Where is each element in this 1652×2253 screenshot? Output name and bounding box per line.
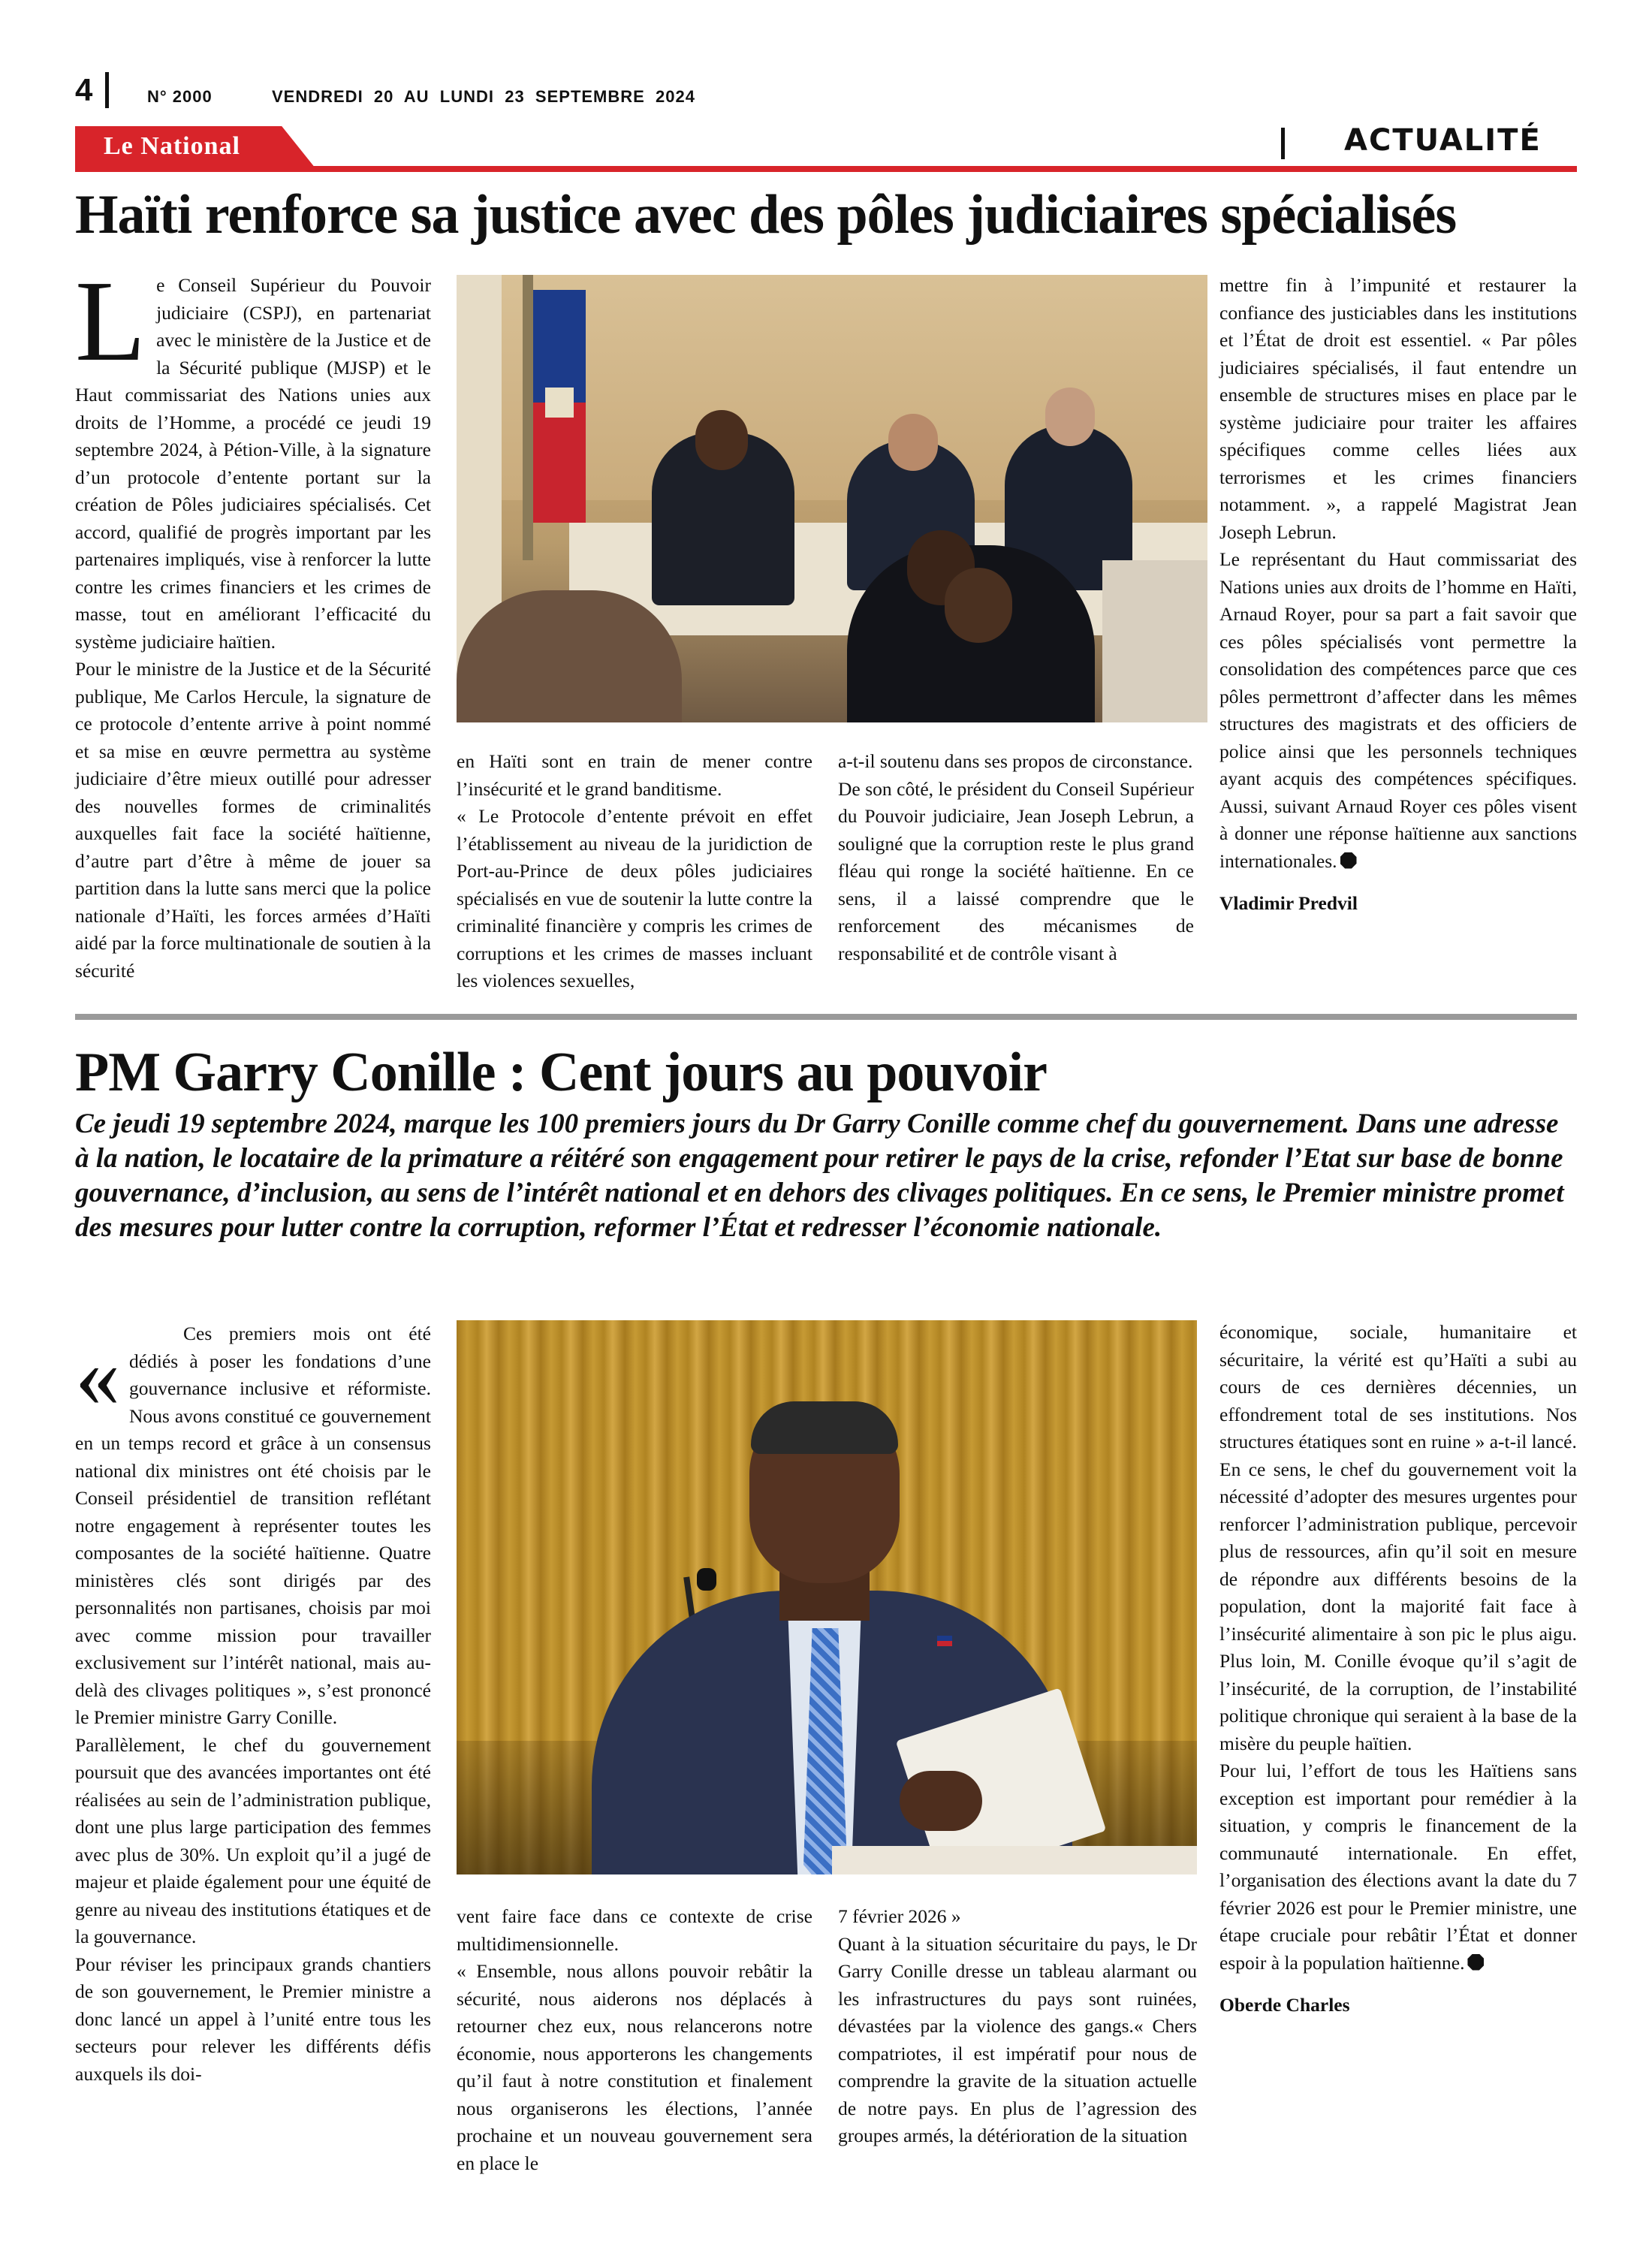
- article1-paragraph: e Conseil Supérieur du Pouvoir judiciaire (CSPJ), en partenariat avec le ministère de la Justice et de la Sécurité publique (MJSP) et le Haut commissariat des Nations unies aux droits de l’Homme, a procédé ce jeudi 19 septembre 2024, à Pétion-Ville, à la signature d’un protocole d’entente portant sur la création de Pôles judiciaires spécialisés. Cet accord, qualifié de progrès important par les partenaires impliqués, vise à renforcer la lutte contre les crimes financiers et les crimes de masse, tout en améliorant l’efficacité du système judiciaire haïtien.: [75, 274, 431, 653]
- article1-paragraph: De son côté, le président du Conseil Supérieur du Pouvoir judiciaire, Jean Joseph Lebrun, a souligné que la corruption reste le plus grand fléau qui ronge la société haïtienne. En ce sens, il a laissé comprendre que le renforcement des mécanismes de responsabilité et de contrôle visant à: [838, 777, 1194, 964]
- article-divider: [75, 1014, 1577, 1020]
- article1-photo-signing-ceremony: [457, 275, 1207, 722]
- article2-paragraph: Pour réviser les principaux grands chantiers de son gouvernement, le Premier ministre a donc lancé un appel à l’unité entre tous les secteurs pour relever les différents défis auxquels ils doi-: [75, 1953, 431, 2085]
- section-label: ACTUALITÉ: [1344, 123, 1542, 158]
- article1-paragraph-text: Le représentant du Haut commissariat des Nations unies aux droits de l’homme en Haïti, Arnaud Royer, pour sa part a fait savoir que ces pôles spécialisés vont permettre la consolidation des compétences parce que ces pôles permettront d’affecter dans les mêmes structures des magistrats et des officiers de police ainsi que les personnels techniques ayant acquis des compétences spécifiques. Aussi, suivant Arnaud Royer ces pôles visent à donner une réponse haïtienne aux sanctions internationales.: [1219, 548, 1577, 872]
- article2-headline: PM Garry Conille : Cent jours au pouvoir: [75, 1042, 1047, 1103]
- article2-byline: Oberde Charles: [1219, 1994, 1350, 2016]
- article1-byline: Vladimir Predvil: [1219, 892, 1358, 914]
- publication-name: Le National: [104, 132, 240, 160]
- page-number-divider: [105, 72, 109, 108]
- article2-paragraph: Parallèlement, le chef du gouvernement poursuit que des avancées importantes ont été réalisées au sein de l’administration publique, dont une plus large participation des femmes avec plus de 30%. Un exploit qu’il a jugé de majeur et plaide également pour une équité de genre au niveau des institutions étatiques et de la gouvernance.: [75, 1733, 431, 1947]
- article1-column-3: [838, 748, 1194, 967]
- article2-paragraph: « Ensemble, nous allons pouvoir rebâtir la sécurité, nous aiderons nos déplacés à retourner chez eux, nous relancerons notre économie, nous apporterons les changements qu’il faut à notre constitution et finalement nous organiserons les élections, l’année prochaine et un nouveau gouvernement sera en place le: [457, 1960, 812, 2174]
- article1-paragraph: Pour le ministre de la Justice et de la Sécurité publique, Me Carlos Hercule, la signature de ce protocole d’entente arrive à point nommé et sa mise en œuvre permettra au système judiciaire d’être mieux outillé pour adresser des nouvelles formes de criminalités auxquelles fait face la société haïtienne, d’autre part d’être à même de jouer sa partition dans la lutte sans merci que la police nationale d’Haïti, les forces armées d’Haïti aidé par la force multinationale de soutien à la sécurité: [75, 658, 431, 982]
- article2-paragraph: économique, sociale, humanitaire et sécuritaire, la vérité est qu’Haïti a subi au cours de ces dernières décennies, un effondrement total de ses institutions. Nos structures étatiques sont en ruine » a-t-il lancé.: [1219, 1321, 1577, 1452]
- article2-paragraph-text: Pour lui, l’effort de tous les Haïtiens sans exception est important pour remédier à la situation, y compris le financement de la communauté internationale. En effet, l’organisation des élections avant la date du 7 février 2026 est pour le Premier ministre, une étape cruciale pour rebâtir l’État et donner espoir à la population haïtienne.: [1219, 1760, 1577, 1974]
- article2-paragraph: En ce sens, le chef du gouvernement voit la nécessité d’adopter des mesures urgentes pour renforcer l’administration publique, percevoir plus de ressources, afin qu’il soit en mesure de répondre aux différents besoins de la population, dont la majorité fait face à l’insécurité alimentaire à son pic le plus aigu. Plus loin, M. Conille évoque qu’il s’agit de l’insécurité, de la corruption, de l’instabilité politique chronique qui seraient à la base de la misère du peuple haïtien.: [1219, 1458, 1577, 1754]
- article2-paragraph: 7 février 2026 »: [838, 1905, 961, 1927]
- article1-paragraph: mettre fin à l’impunité et restaurer la confiance des justiciables dans les institutions et l’État de droit est essentiel. « Par pôles judiciaires spécialisés, il faut entendre un ensemble de structures mises en place par le système judiciaire pour traiter les affaires spécifiques comme celles liées aux terrorismes et les crimes financiers notamment. », a rappelé Magistrat Jean Joseph Lebrun.: [1219, 274, 1577, 543]
- article2-column-4: [1219, 1319, 1577, 2019]
- article1-column-1: [75, 258, 431, 985]
- article1-dropcap: L: [75, 258, 146, 385]
- header-rule: [75, 166, 1577, 172]
- article2-paragraph: Ces premiers mois ont été dédiés à poser les fondations d’une gouvernance inclusive et réformiste. Nous avons constitué ce gouvernement en un temps record et grâce à un consensus national dix ministres ont été choisis par le Conseil présidentiel de transition reflétant notre engagement à représenter toutes les composantes de la société haïtienne. Quatre ministères clés sont dirigés par des personnalités non partisanes, choisis par moi avec comme mission pour travailler exclusivement sur l’intérêt national, mais au-delà des clivages politiques », s’est prononcé le Premier ministre Garry Conille.: [75, 1323, 431, 1728]
- article1-paragraph: en Haïti sont en train de mener contre l’insécurité et le grand banditisme.: [457, 750, 812, 800]
- article2-deck: Ce jeudi 19 septembre 2024, marque les 100 premiers jours du Dr Garry Conille comme chef du gouvernement. Dans une adresse à la nation, le locataire de la primature a réitéré son engagement pour retirer le pays de la crise, refonder l’Etat sur base de bonne gouvernance, d’inclusion, au sens de l’intérêt national et en dehors des clivages politiques. En ce sens, le Premier ministre promet des mesures pour lutter contre la corruption, reformer l’État et redresser l’économie nationale.: [75, 1108, 1564, 1243]
- article1-paragraph: « Le Protocole d’entente prévoit en effet l’établissement au niveau de la juridiction de Port-au-Prince de deux pôles judiciaires spécialisés en vue de soutenir la lutte contre la criminalité financière y compris les crimes de corruptions et les crimes de masses incluant les violences sexuelles,: [457, 805, 812, 991]
- issue-date: VENDREDI 20 AU LUNDI 23 SEPTEMBRE 2024: [272, 87, 695, 106]
- article2-column-3: [838, 1903, 1197, 2150]
- end-mark-icon: [1467, 1954, 1484, 1971]
- article1-column-2: [457, 748, 812, 995]
- article2-photo-prime-minister: [457, 1320, 1197, 1874]
- article1-paragraph: [1219, 546, 1577, 875]
- page-number: 4: [75, 72, 93, 107]
- article1-column-4: [1219, 272, 1577, 918]
- article2-quote-mark: «: [75, 1326, 120, 1425]
- article2-paragraph: [1219, 1757, 1577, 1977]
- end-mark-icon: [1340, 852, 1357, 869]
- article2-column-1: [75, 1320, 431, 2088]
- issue-number: N° 2000: [147, 87, 213, 106]
- article2-paragraph: Quant à la situation sécuritaire du pays, le Dr Garry Conille dresse un tableau alarmant ou les infrastructures du pays sont ruinées, dévastées par la violence des gangs.« Chers compatriotes, il est impératif pour nous de comprendre la gravite de la situation actuelle de notre pays. En plus de l’agression des groupes armés, la détérioration de la situation: [838, 1932, 1197, 2146]
- article1-paragraph: a-t-il soutenu dans ses propos de circonstance.: [838, 750, 1193, 772]
- section-divider: [1281, 128, 1285, 159]
- article1-headline: Haïti renforce sa justice avec des pôles judiciaires spécialisés: [75, 184, 1457, 246]
- article2-paragraph: vent faire face dans ce contexte de crise multidimensionnelle.: [457, 1905, 812, 1955]
- article2-column-2: [457, 1903, 812, 2177]
